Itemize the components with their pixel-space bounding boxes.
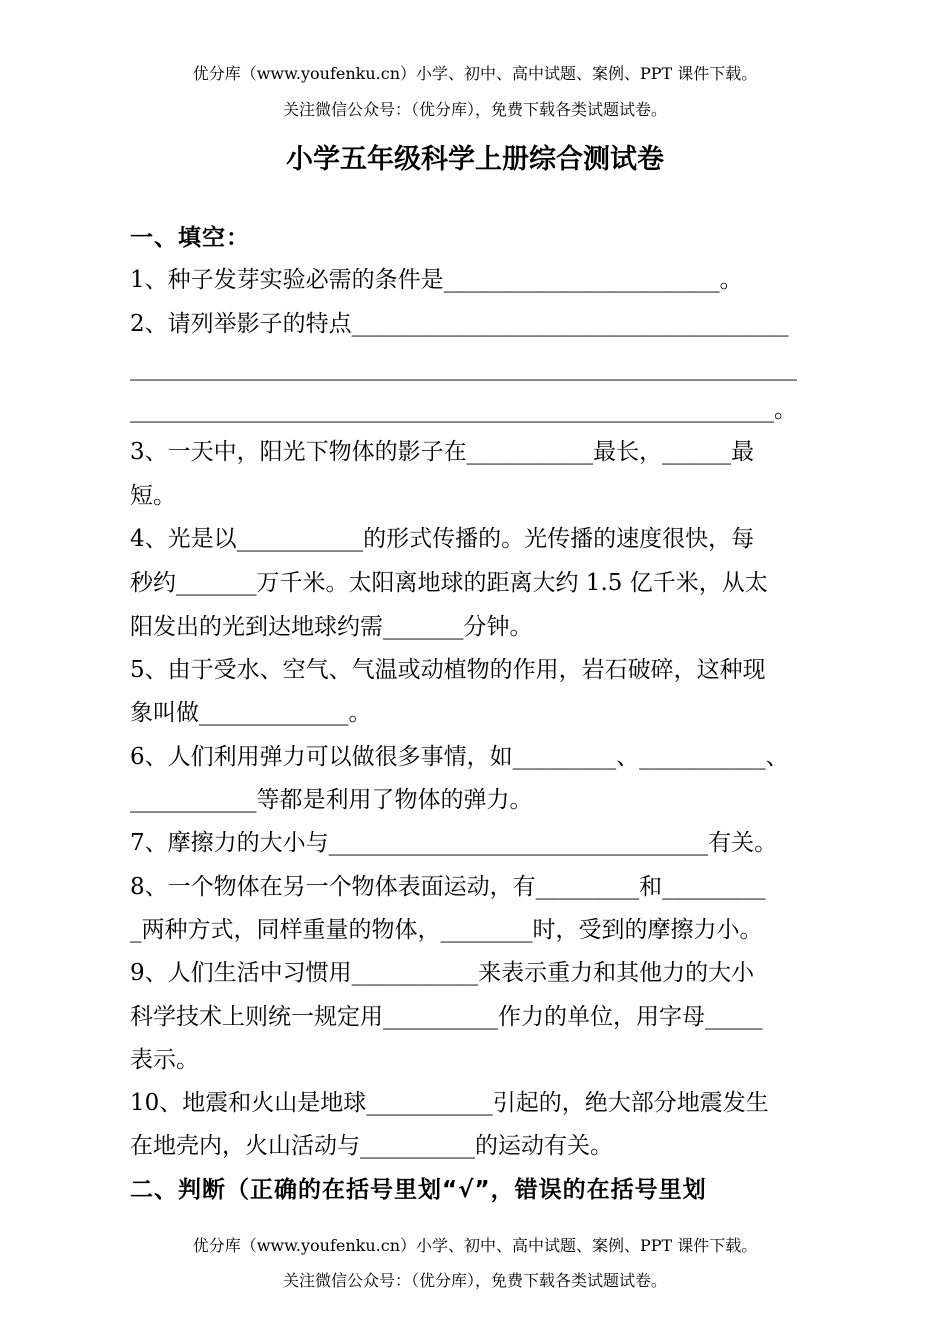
question-line: 9、人们生活中习惯用___________来表示重力和其他力的大小 <box>130 960 755 986</box>
section-heading-true-false: 二、判断（正确的在括号里划“√”，错误的在括号里划 <box>130 1177 707 1203</box>
footer-source-line: 优分库（www.youfenku.cn）小学、初中、高中试题、案例、PPT 课件下载。 <box>192 1236 758 1255</box>
question-line: 1、种子发芽实验必需的条件是________________________。 <box>130 267 743 293</box>
question-line: 2、请列举影子的特点______________________________________ <box>130 311 789 337</box>
question-line: 10、地震和火山是地球___________引起的，绝大部分地震发生 <box>130 1090 769 1116</box>
page-title: 小学五年级科学上册综合测试卷 <box>286 144 664 175</box>
question-line: 表示。 <box>130 1047 199 1073</box>
answer-blank-line: __________________________________________________________ <box>130 355 797 381</box>
question-line: 秒约_______万千米。太阳离地球的距离大约 1.5 亿千米，从太 <box>130 570 768 596</box>
question-line: 5、由于受水、空气、气温或动植物的作用，岩石破碎，这种现 <box>130 657 766 683</box>
question-line: 8、一个物体在另一个物体表面运动，有_________和_________ <box>130 874 766 900</box>
question-line: 象叫做_____________。 <box>130 700 372 726</box>
question-line: 阳发出的光到达地球约需_______分钟。 <box>130 614 533 640</box>
question-line: 科学技术上则统一规定用__________作力的单位，用字母_____ <box>130 1004 763 1030</box>
question-line: ___________等都是利用了物体的弹力。 <box>130 787 533 813</box>
header-wechat-line: 关注微信公众号：（优分库），免费下载各类试题试卷。 <box>282 100 667 119</box>
question-line: 4、光是以___________的形式传播的。光传播的速度很快，每 <box>130 526 755 552</box>
question-line: 6、人们利用弹力可以做很多事情，如_________、___________、 <box>130 744 789 770</box>
question-line: 7、摩擦力的大小与_________________________________有关。 <box>130 830 778 856</box>
question-line: 3、一天中，阳光下物体的影子在___________最长，______最 <box>130 439 755 465</box>
section-heading-fill-blank: 一、填空： <box>130 225 250 251</box>
answer-blank-line: ________________________________________________________。 <box>130 397 797 423</box>
question-line: 短。 <box>130 483 176 509</box>
footer-wechat-line: 关注微信公众号：（优分库），免费下载各类试题试卷。 <box>282 1271 667 1290</box>
question-line: _两种方式，同样重量的物体，________时，受到的摩擦力小。 <box>130 917 763 943</box>
question-line: 在地壳内，火山活动与__________的运动有关。 <box>130 1133 613 1159</box>
header-source-line: 优分库（www.youfenku.cn）小学、初中、高中试题、案例、PPT 课件下载。 <box>192 64 758 83</box>
